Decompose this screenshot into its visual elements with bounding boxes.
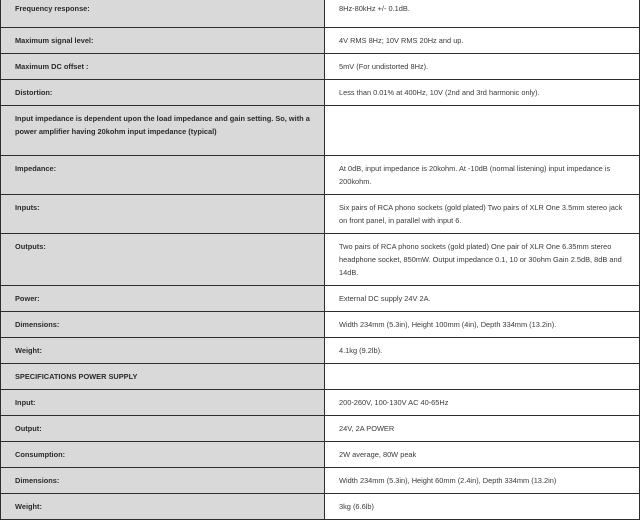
spec-label: Weight: (1, 338, 325, 364)
spec-value: External DC supply 24V 2A. (325, 286, 640, 312)
spec-value: 4V RMS 8Hz; 10V RMS 20Hz and up. (325, 28, 640, 54)
spec-label: Power: (1, 286, 325, 312)
spec-row-frequency-response (1, 0, 640, 28)
spec-row-psu-weight (1, 494, 640, 520)
spec-value: 5mV (For undistorted 8Hz). (325, 54, 640, 80)
spec-value: 4.1kg (9.2lb). (325, 338, 640, 364)
spec-value: Two pairs of RCA phono sockets (gold plated) One pair of XLR One 6.35mm stereo headphone socket, 850mW. Output impedance 0.1, 10 or 30ohm Gain 2.5dB, 8dB and 14dB. (325, 234, 640, 286)
spec-value: 3kg (6.6lb) (325, 494, 640, 520)
spec-row-psu-consumption (1, 442, 640, 468)
spec-label: Dimensions: (1, 312, 325, 338)
spec-value: Six pairs of RCA phono sockets (gold plated) Two pairs of XLR One 3.5mm stereo jack on front panel, in parallel with input 6. (325, 195, 640, 234)
spec-value: 2W average, 80W peak (325, 442, 640, 468)
spec-row-maximum-signal-level (1, 28, 640, 54)
spec-row-dimensions (1, 312, 640, 338)
spec-row-outputs (1, 234, 640, 286)
spec-value: Width 234mm (5.3in), Height 60mm (2.4in), Depth 334mm (13.2in) (325, 468, 640, 494)
spec-row-maximum-dc-offset (1, 54, 640, 80)
section-heading: SPECIFICATIONS POWER SUPPLY (1, 364, 325, 390)
spec-label: Outputs: (1, 234, 325, 286)
spec-value: 24V, 2A POWER (325, 416, 640, 442)
spec-value: Width 234mm (5.3in), Height 100mm (4in), Depth 334mm (13.2in). (325, 312, 640, 338)
spec-label: Maximum DC offset : (1, 54, 325, 80)
spec-value: At 0dB, input impedance is 20kohm. At -10dB (normal listening) input impedance is 200kohm. (325, 156, 640, 195)
spec-value (325, 106, 640, 156)
spec-row-input-impedance-note (1, 106, 640, 156)
spec-label: Output: (1, 416, 325, 442)
spec-row-distortion (1, 80, 640, 106)
spec-label: Impedance: (1, 156, 325, 195)
spec-value (325, 364, 640, 390)
spec-label: Input impedance is dependent upon the load impedance and gain setting. So, with a power amplifier having 20kohm input impedance (typical) (1, 106, 325, 156)
spec-section-power-supply (1, 364, 640, 390)
spec-value: 200-260V, 100-130V AC 40-65Hz (325, 390, 640, 416)
spec-row-weight (1, 338, 640, 364)
spec-row-power (1, 286, 640, 312)
spec-row-psu-dimensions (1, 468, 640, 494)
spec-value: 8Hz-80kHz +/- 0.1dB. (325, 0, 640, 28)
spec-row-inputs (1, 195, 640, 234)
spec-label: Distortion: (1, 80, 325, 106)
spec-row-psu-output (1, 416, 640, 442)
spec-label: Inputs: (1, 195, 325, 234)
spec-row-psu-input (1, 390, 640, 416)
spec-label: Consumption: (1, 442, 325, 468)
spec-label: Maximum signal level: (1, 28, 325, 54)
spec-row-impedance (1, 156, 640, 195)
spec-value: Less than 0.01% at 400Hz, 10V (2nd and 3rd harmonic only). (325, 80, 640, 106)
spec-label: Weight: (1, 494, 325, 520)
spec-label: Frequency response: (1, 0, 325, 28)
spec-label: Dimensions: (1, 468, 325, 494)
spec-label: Input: (1, 390, 325, 416)
